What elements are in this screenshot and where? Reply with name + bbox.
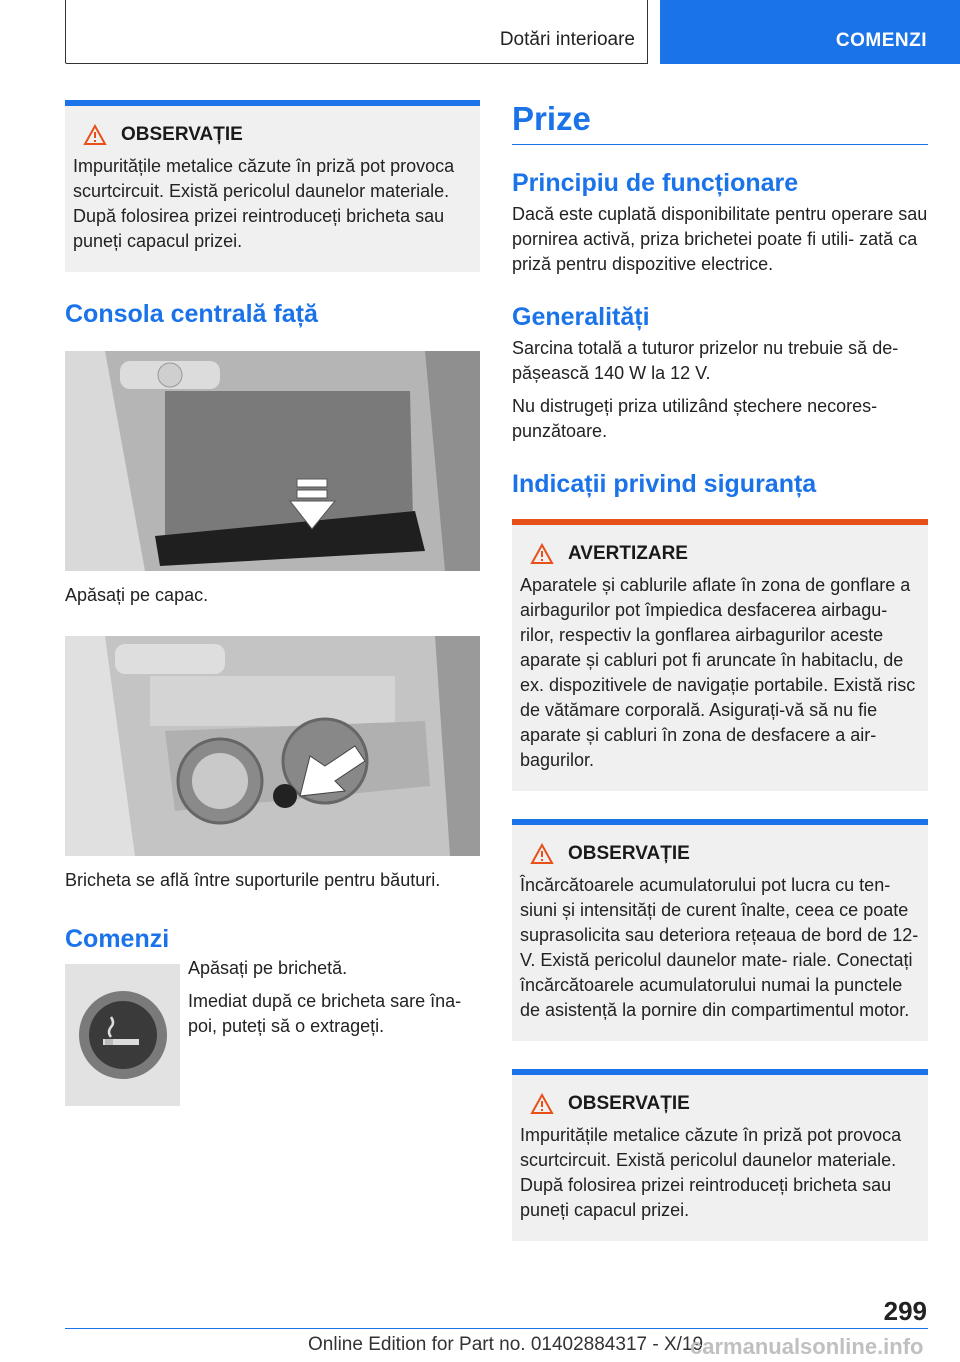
caption-lighter-location: Bricheta se află între suporturile pentru băuturi.: [65, 870, 441, 890]
warning-triangle-icon: [530, 843, 554, 865]
note-box-3: [512, 1069, 928, 1241]
sockets-heading: Prize: [512, 100, 928, 145]
warning-triangle-icon: [530, 1093, 554, 1115]
principle-text: Dacă este cuplată disponibilitate pentru operare sau pornirea activă, priza brichetei poate fi utili‐ zată ca priză pentru dispozitive electrice.: [512, 204, 928, 274]
note-box-1-header: [73, 124, 472, 146]
general-paragraph-2: Nu distrugeți priza utilizând ștechere necores‐ punzătoare.: [512, 396, 878, 441]
note-box-3-header: [520, 1093, 920, 1115]
warning-triangle-icon: [83, 124, 107, 146]
right-column: [512, 100, 928, 1241]
safety-heading: Indicații privind siguranța: [512, 470, 817, 498]
footer-edition: Online Edition for Part no. 01402884317 - X/19: [308, 1334, 704, 1355]
general-heading: Generalități: [512, 303, 650, 331]
warning-box-title: AVERTIZARE: [568, 543, 688, 564]
cup-holder-illustration: [65, 636, 480, 856]
lighter-button-image: [65, 964, 180, 1106]
page-number: 299: [883, 1296, 927, 1326]
console-heading: Consola centrală față: [65, 300, 318, 328]
general-paragraph-1: Sarcina totală a tuturor prizelor nu trebuie să de‐ pășească 140 W la 12 V.: [512, 338, 899, 383]
footer-watermark: carmanualsonline.info: [690, 1334, 924, 1359]
caption-press-lid: Apăsați pe capac.: [65, 585, 209, 605]
header-chapter-label: COMENZI: [835, 30, 927, 51]
cigarette-lighter-icon: [75, 987, 171, 1083]
controls-paragraph-1: Apăsați pe brichetă.: [188, 958, 348, 978]
controls-heading: Comenzi: [65, 925, 170, 953]
warning-box-text: Aparatele și cablurile aflate în zona de gonflare a airbagurilor pot împiedica desfacerea airbagu‐ rilor, respectiv la gonflarea airbagurilor aceste aparate și cabluri pot fi aruncate în habitaclu, de ex. dispozitivele de navigație portabile. Există risc de vătămare corporală. Asigurați-vă să nu fie aparate și cabluri în zona de desfacere a air‐ bagurilor.: [520, 575, 916, 770]
note-box-1: [65, 100, 480, 272]
note-box-1-text: Impuritățile metalice căzute în priză pot provoca scurtcircuit. Există pericolul daunelor materiale. După folosirea prizei reintroduceți bricheta sau puneți capacul prizei.: [73, 156, 455, 251]
controls-text: [188, 956, 480, 1106]
warning-box-header: [520, 543, 920, 565]
console-lid-photo: [65, 351, 480, 571]
warning-box: [512, 519, 928, 791]
left-column: [65, 100, 480, 1106]
header-section-box: [65, 0, 648, 64]
note-box-1-title: OBSERVAȚIE: [121, 124, 243, 145]
note-box-2-header: [520, 843, 920, 865]
header-section-title: Dotări interioare: [499, 29, 635, 50]
footer-divider: [65, 1328, 928, 1329]
warning-triangle-icon: [530, 543, 554, 565]
controls-paragraph-2: Imediat după ce bricheta sare îna‐ poi, puteți să o extrageți.: [188, 991, 462, 1036]
note-box-3-text: Impuritățile metalice căzute în priză pot provoca scurtcircuit. Există pericolul daunelor materiale. După folosirea prizei reintroduceți bricheta sau puneți capacul prizei.: [520, 1125, 902, 1220]
note-box-2-title: OBSERVAȚIE: [568, 843, 690, 864]
cup-holder-photo: [65, 636, 480, 856]
note-box-2: [512, 819, 928, 1041]
console-lid-illustration: [65, 351, 480, 571]
controls-section: [65, 956, 480, 1106]
note-box-2-text: Încărcătoarele acumulatorului pot lucra cu ten‐ siuni și intensități de curent înalte, ceea ce poate suprasolicita sau deteriora rețeaua de bord de 12-V. Există pericolul daunelor mate‐ riale. Conectați încărcătoarele acumulatorului numai la punctele de asistență la pornire din compartimentul motor.: [520, 875, 919, 1020]
note-box-3-title: OBSERVAȚIE: [568, 1093, 690, 1114]
header-chapter-tab: [660, 0, 960, 64]
principle-heading: Principiu de funcționare: [512, 169, 799, 197]
